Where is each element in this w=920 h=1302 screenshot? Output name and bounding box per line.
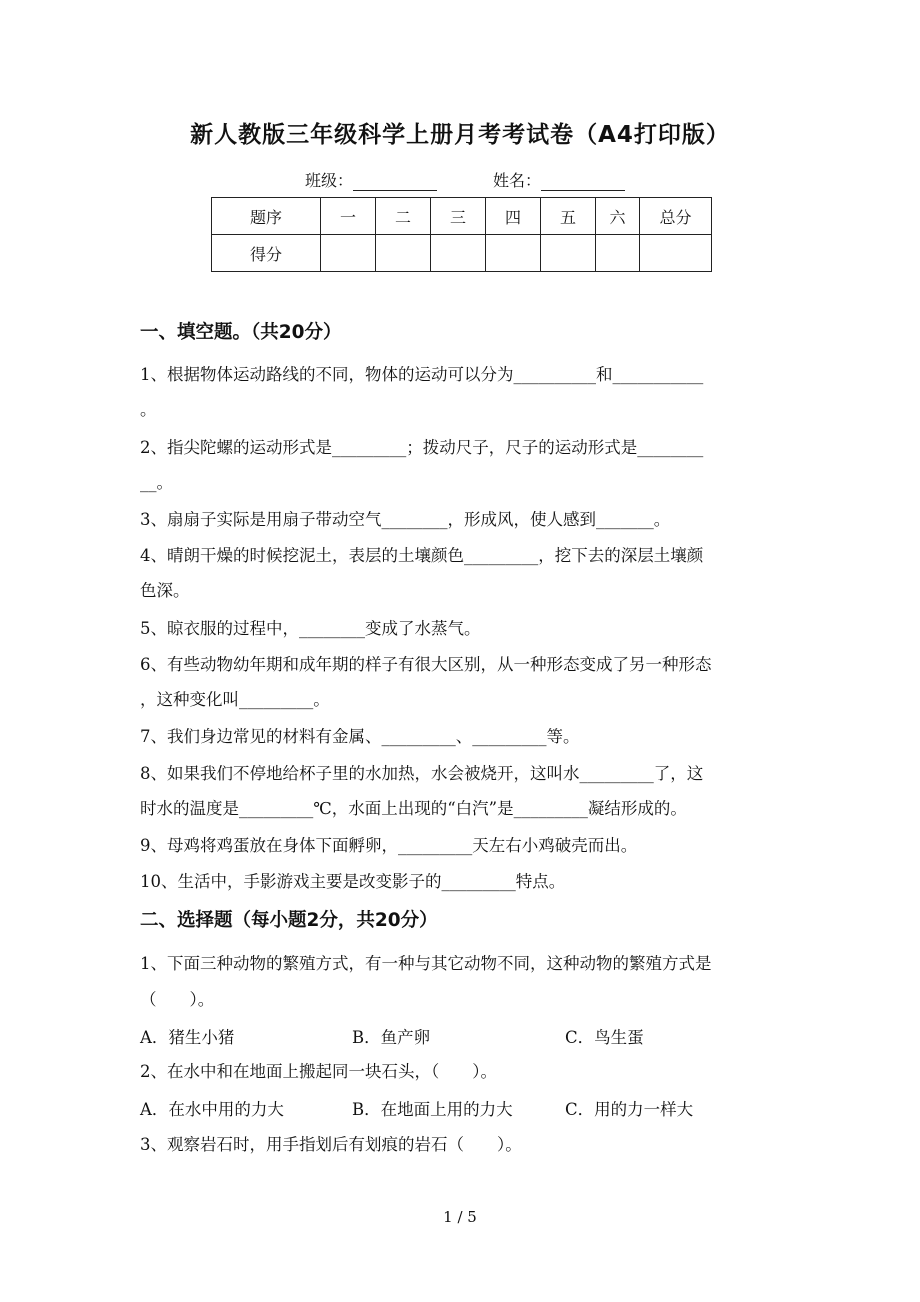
question-line: 时水的温度是_________℃，水面上出现的“白汽”是_________凝结形成的。 (140, 799, 687, 818)
header-cell: 三 (431, 198, 486, 235)
class-blank[interactable] (353, 174, 437, 191)
question-line: （ ）。 (140, 990, 215, 1009)
question-line: 5、晾衣服的过程中，________变成了水蒸气。 (140, 619, 481, 638)
option-a[interactable]: A．猪生小猪 (140, 1028, 235, 1047)
option-a[interactable]: A．在水中用的力大 (140, 1100, 284, 1119)
question-line: 9、母鸡将鸡蛋放在身体下面孵卵，_________天左右小鸡破壳而出。 (140, 836, 638, 855)
score-cell[interactable] (541, 235, 596, 272)
class-field (305, 168, 437, 191)
question-line: 7、我们身边常见的材料有金属、_________、_________等。 (140, 727, 580, 746)
header-cell: 五 (541, 198, 596, 235)
option-c[interactable]: C．鸟生蛋 (565, 1028, 644, 1047)
question-line: 2、在水中和在地面上搬起同一块石头，（ ）。 (140, 1062, 497, 1081)
name-blank[interactable] (541, 174, 625, 191)
question-line: ，这种变化叫_________。 (140, 690, 330, 709)
header-cell: 六 (596, 198, 640, 235)
class-label: 班级： (305, 171, 354, 190)
question-line: 4、晴朗干燥的时候挖泥土，表层的土壤颜色_________，挖下去的深层土壤颜 (140, 546, 704, 565)
score-table (211, 197, 712, 272)
question-line: 3、观察岩石时，用手指划后有划痕的岩石（ ）。 (140, 1135, 522, 1154)
question-line: 6、有些动物幼年期和成年期的样子有很大区别，从一种形态变成了另一种形态 (140, 655, 712, 674)
score-cell[interactable] (486, 235, 541, 272)
header-cell: 二 (376, 198, 431, 235)
question-line: 1、下面三种动物的繁殖方式，有一种与其它动物不同，这种动物的繁殖方式是 (140, 954, 712, 973)
option-b[interactable]: B．鱼产卵 (352, 1028, 431, 1047)
student-info (305, 168, 625, 191)
score-table-score-row (212, 235, 712, 272)
page-number: 1 / 5 (443, 1208, 477, 1226)
header-cell: 四 (486, 198, 541, 235)
header-cell: 总分 (640, 198, 712, 235)
question-line: 8、如果我们不停地给杯子里的水加热，水会被烧开，这叫水_________了，这 (140, 764, 704, 783)
score-cell[interactable] (321, 235, 376, 272)
header-cell: 一 (321, 198, 376, 235)
score-cell[interactable] (596, 235, 640, 272)
name-label: 姓名： (493, 171, 542, 190)
question-line: 1、根据物体运动路线的不同，物体的运动可以分为__________和___________ (140, 365, 704, 384)
section-heading: 二、选择题（每小题2分，共20分） (140, 910, 438, 931)
score-table-header-row (212, 198, 712, 235)
option-c[interactable]: C．用的力一样大 (565, 1100, 694, 1119)
question-line: 2、指尖陀螺的运动形式是_________；拨动尺子，尺子的运动形式是________ (140, 438, 704, 457)
name-field (493, 168, 625, 191)
section-heading: 一、填空题。（共20分） (140, 322, 342, 343)
score-cell[interactable] (640, 235, 712, 272)
exam-title: 新人教版三年级科学上册月考考试卷（A4打印版） (190, 122, 730, 148)
question-line: 。 (140, 400, 157, 419)
header-cell: 题序 (212, 198, 321, 235)
score-cell[interactable] (376, 235, 431, 272)
row-label-cell: 得分 (212, 235, 321, 272)
question-line: 10、生活中，手影游戏主要是改变影子的_________特点。 (140, 872, 566, 891)
question-line: __。 (140, 473, 173, 492)
question-line: 色深。 (140, 581, 190, 600)
question-line: 3、扇扇子实际是用扇子带动空气________，形成风，使人感到_______。 (140, 510, 671, 529)
option-b[interactable]: B．在地面上用的力大 (352, 1100, 513, 1119)
score-cell[interactable] (431, 235, 486, 272)
